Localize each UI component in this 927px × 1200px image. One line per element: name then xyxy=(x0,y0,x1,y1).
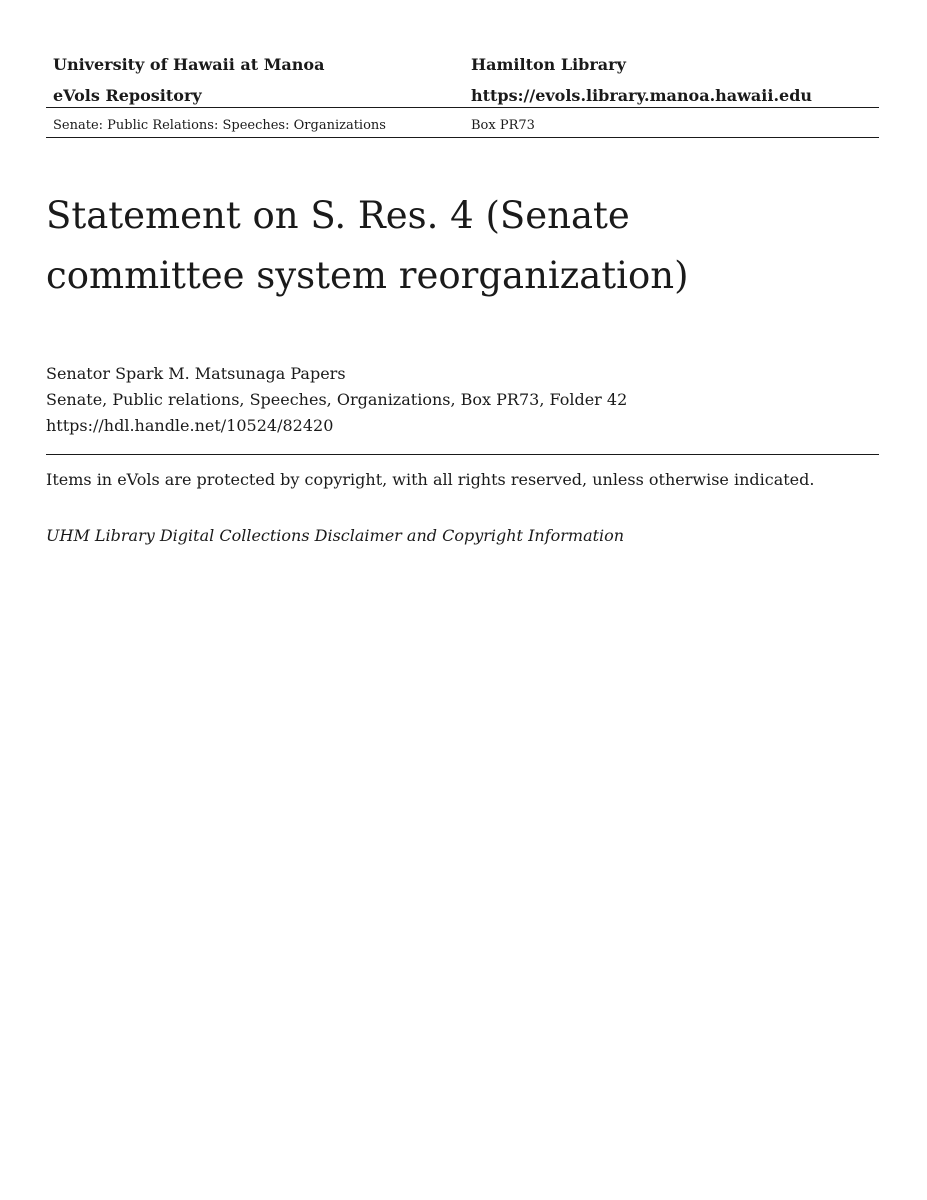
institution-name: University of Hawaii at Manoa xyxy=(53,55,325,74)
header-row-1 xyxy=(46,55,879,86)
rights-statement: Items in eVols are protected by copyright, with all rights reserved, unless otherwise indicated. xyxy=(46,470,815,489)
folder-location: Senate, Public relations, Speeches, Organizations, Box PR73, Folder 42 xyxy=(46,390,628,409)
header-subrow xyxy=(46,117,879,135)
document-metadata xyxy=(46,361,627,439)
repository-name: eVols Repository xyxy=(53,86,202,105)
collection-path: Senate: Public Relations: Speeches: Organizations xyxy=(53,118,386,133)
header-divider-bottom xyxy=(46,137,879,138)
box-label: Box PR73 xyxy=(471,118,535,133)
document-title: Statement on S. Res. 4 (Senate committee system reorganization) xyxy=(46,194,689,297)
rights-divider xyxy=(46,454,879,455)
collection-name: Senator Spark M. Matsunaga Papers xyxy=(46,364,346,383)
header-divider-top xyxy=(46,107,879,108)
repository-url[interactable]: https://evols.library.manoa.hawaii.edu xyxy=(471,86,813,105)
disclaimer-link[interactable]: UHM Library Digital Collections Disclaimer and Copyright Information xyxy=(46,526,625,545)
header-row-2 xyxy=(46,86,879,117)
handle-link[interactable]: https://hdl.handle.net/10524/82420 xyxy=(46,416,334,435)
library-name: Hamilton Library xyxy=(471,55,626,74)
